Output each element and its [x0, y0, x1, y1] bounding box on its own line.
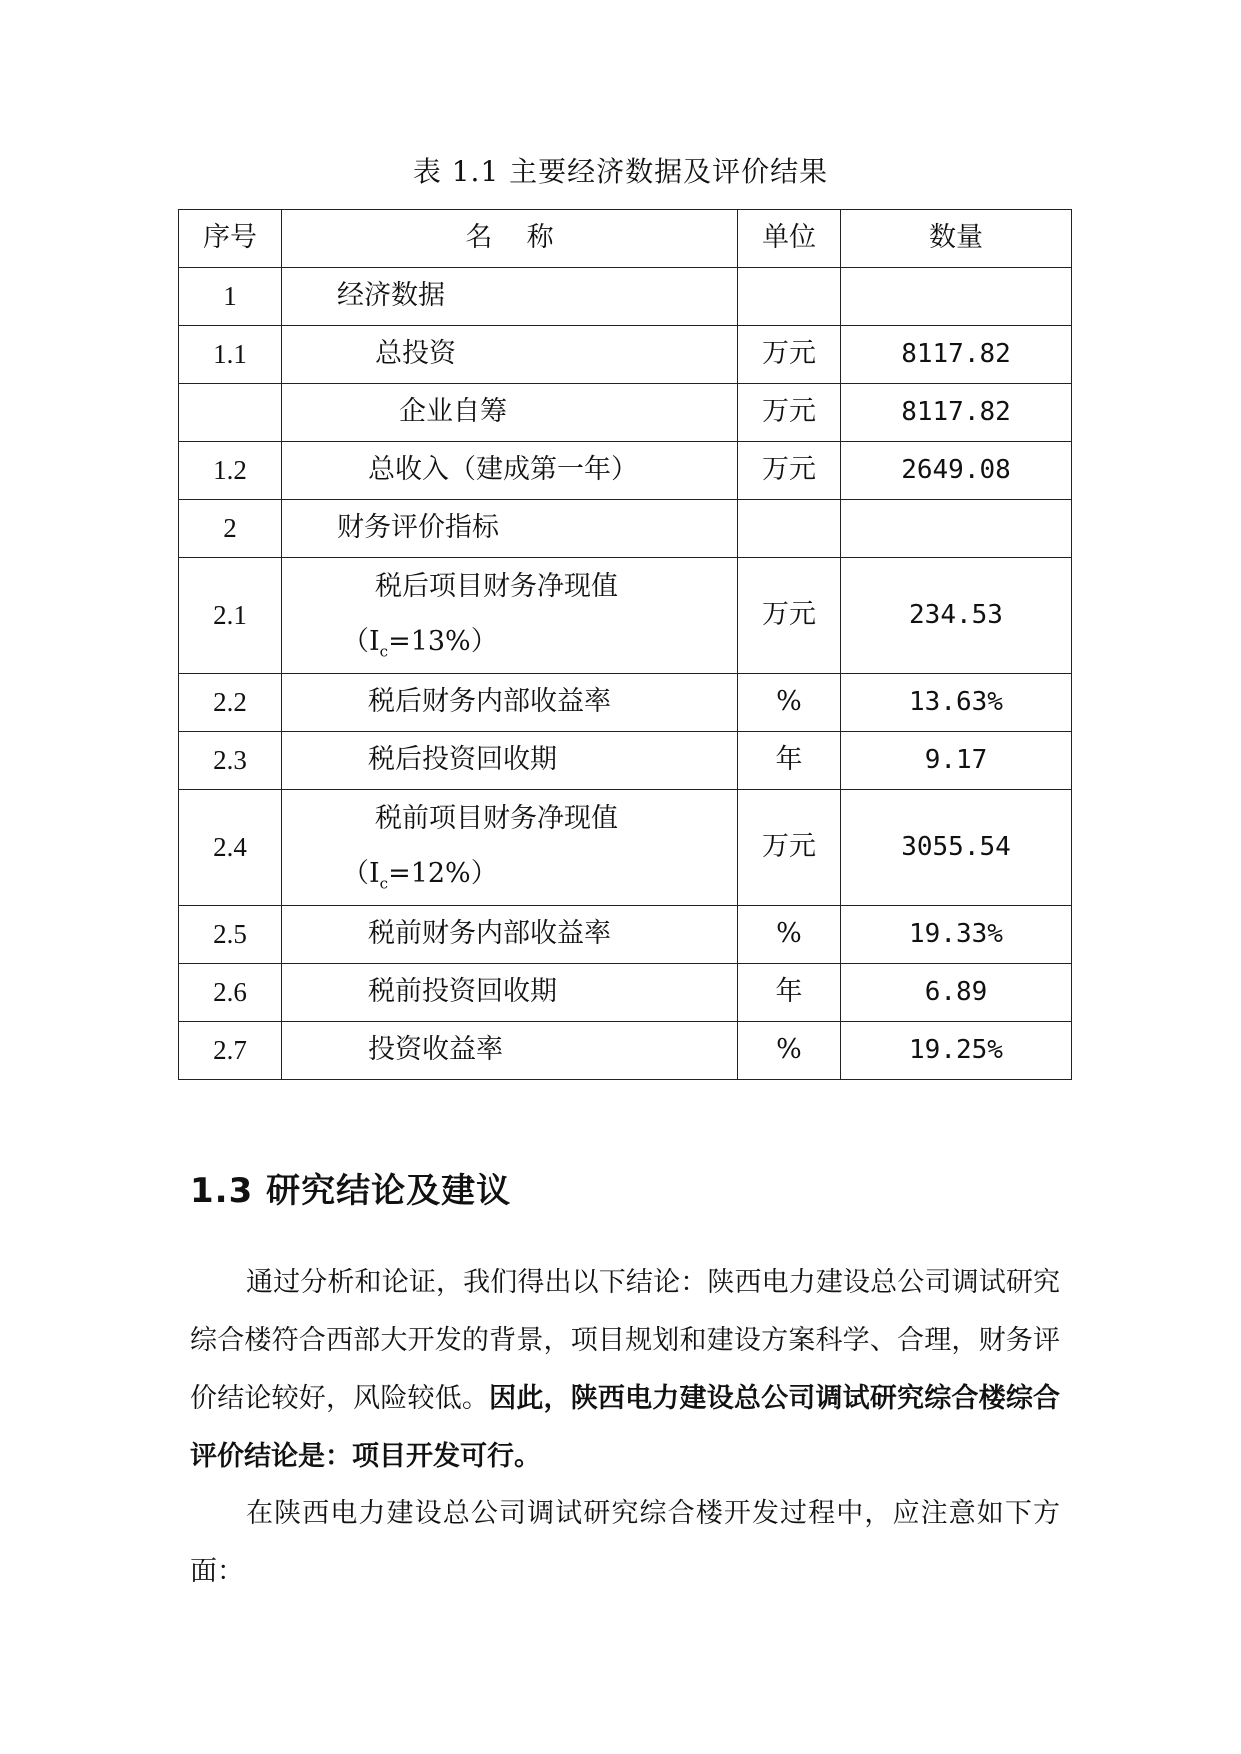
row-name: 税前财务内部收益率 — [282, 906, 738, 964]
table-row — [179, 1022, 1072, 1080]
row-name: 投资收益率 — [282, 1022, 738, 1080]
row-unit — [738, 500, 841, 558]
row-no: 2 — [179, 500, 282, 558]
row-value: 19.33% — [841, 906, 1072, 964]
row-no: 1.1 — [179, 326, 282, 384]
row-no: 2.2 — [179, 674, 282, 732]
row-unit: % — [738, 906, 841, 964]
row-no: 1.2 — [179, 442, 282, 500]
table-row — [179, 268, 1072, 326]
table-row — [179, 790, 1072, 906]
row-value: 6.89 — [841, 964, 1072, 1022]
row-unit: % — [738, 1022, 841, 1080]
section-heading: 1.3 研究结论及建议 — [190, 1171, 512, 1211]
row-unit: 年 — [738, 732, 841, 790]
row-name: 总投资 — [282, 326, 738, 384]
row-unit: 万元 — [738, 384, 841, 442]
row-no: 2.6 — [179, 964, 282, 1022]
row-name-line2: $(I_c=13\%)$ — [342, 625, 498, 660]
row-name-line1: 税后项目财务净现值 — [375, 571, 618, 603]
row-value: 13.63% — [841, 674, 1072, 732]
row-no: 2.7 — [179, 1022, 282, 1080]
header-unit: 单位 — [738, 210, 841, 268]
row-value: 3055.54 — [841, 790, 1072, 906]
row-no — [179, 384, 282, 442]
notes-text: 在陕西电力建设总公司调试研究综合楼开发过程中，应注意如下方面： — [190, 1498, 1060, 1587]
row-unit — [738, 268, 841, 326]
row-value: 2649.08 — [841, 442, 1072, 500]
row-value: 19.25% — [841, 1022, 1072, 1080]
row-unit: 万元 — [738, 326, 841, 384]
table-row — [179, 732, 1072, 790]
row-value: 8117.82 — [841, 384, 1072, 442]
row-no: 2.1 — [179, 558, 282, 674]
row-name-line2: $(I_c=12\%)$ — [342, 857, 498, 892]
row-value — [841, 268, 1072, 326]
row-no: 2.5 — [179, 906, 282, 964]
row-name — [282, 558, 738, 674]
row-name: 总收入（建成第一年） — [282, 442, 738, 500]
conclusion-paragraph — [190, 1254, 1060, 1486]
row-unit: 万元 — [738, 558, 841, 674]
table-row — [179, 558, 1072, 674]
table-caption: 表 1.1 主要经济数据及评价结果 — [412, 155, 829, 188]
row-name-line1: 税前项目财务净现值 — [375, 803, 618, 835]
table-row — [179, 384, 1072, 442]
table-row — [179, 964, 1072, 1022]
conclusion-text: 通过分析和论证，我们得出以下结论：陕西电力建设总公司调试研究综合楼符合西部大开发的背景，项目规划和建设方案科学、合理，财务评价结论较好，风险较低。 — [190, 1267, 1060, 1414]
table-row — [179, 906, 1072, 964]
conclusion-bold-text: 因此，陕西电力建设总公司调试研究综合楼综合评价结论是：项目开发可行。 — [190, 1383, 1061, 1472]
row-name: 财务评价指标 — [282, 500, 738, 558]
table-header-row — [179, 210, 1072, 268]
row-unit: 万元 — [738, 790, 841, 906]
header-value: 数量 — [841, 210, 1072, 268]
notes-paragraph — [190, 1485, 1060, 1601]
row-name: 税前投资回收期 — [282, 964, 738, 1022]
economic-data-table — [178, 209, 1072, 1080]
row-unit: % — [738, 674, 841, 732]
table-row — [179, 326, 1072, 384]
row-no: 1 — [179, 268, 282, 326]
table-row — [179, 442, 1072, 500]
row-name: 税后财务内部收益率 — [282, 674, 738, 732]
row-name: 企业自筹 — [282, 384, 738, 442]
row-value: 234.53 — [841, 558, 1072, 674]
row-name: 税后投资回收期 — [282, 732, 738, 790]
row-name: 经济数据 — [282, 268, 738, 326]
row-no: 2.4 — [179, 790, 282, 906]
row-unit: 年 — [738, 964, 841, 1022]
row-no: 2.3 — [179, 732, 282, 790]
row-value: 9.17 — [841, 732, 1072, 790]
table-row — [179, 500, 1072, 558]
row-value: 8117.82 — [841, 326, 1072, 384]
table-row — [179, 674, 1072, 732]
header-name: 名 称 — [282, 210, 738, 268]
row-value — [841, 500, 1072, 558]
row-name — [282, 790, 738, 906]
header-no: 序号 — [179, 210, 282, 268]
row-unit: 万元 — [738, 442, 841, 500]
